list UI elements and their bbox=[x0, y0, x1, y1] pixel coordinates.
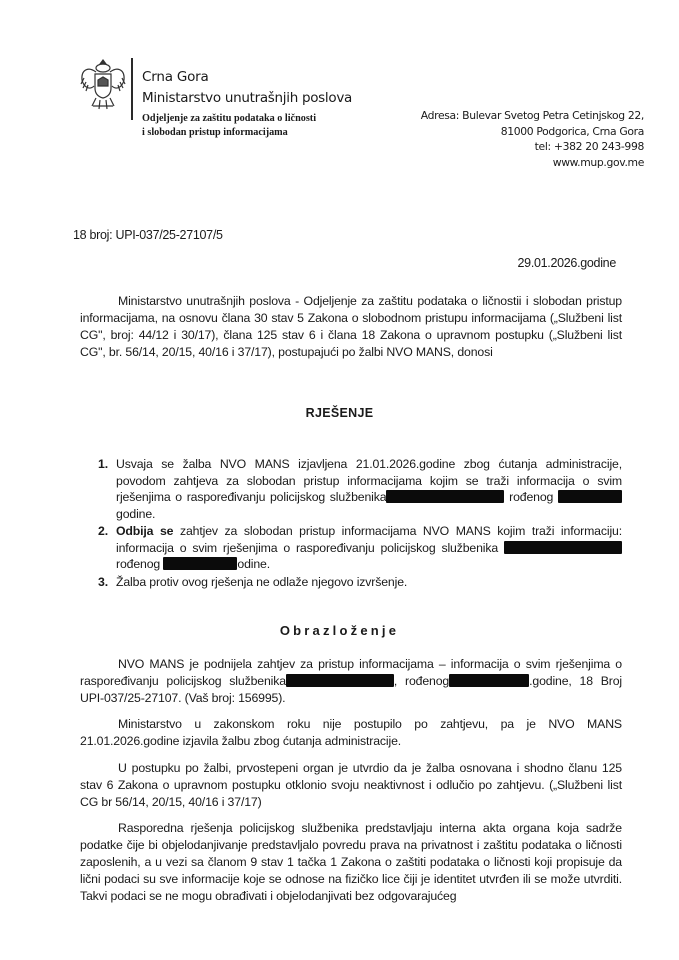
department-line-1: Odjeljenje za zaštitu podataka o ličnosti bbox=[142, 113, 317, 124]
decision-item-1 bbox=[98, 456, 622, 522]
item-text: Žalba protiv ovog rješenja ne odlaže njegovo izvršenje. bbox=[116, 574, 408, 589]
item-number: 2. bbox=[98, 524, 108, 538]
website-link[interactable]: www.mup.gov.me bbox=[552, 155, 644, 169]
reference-number: 18 broj: UPI-037/25-27107/5 bbox=[73, 228, 223, 242]
item-text: rođenog bbox=[509, 490, 554, 504]
intro-text: Ministarstvo unutrašnjih poslova - Odjeljenje za zaštitu podataka o ličnostii i slobodan pristup informacijama, na osnovu člana 30 stav 5 Zakona o slobodnom pristupu informacijama („Službeni list CG", broj: 44/12 i 30/17), člana 125 stav 6 i člana 18 Zakona o upravnom postupku („Službeni list CG", br. 56/14, 20/15, 40/16 i 37/17), postupajući po žalbi NVO MANS, donosi bbox=[80, 294, 622, 359]
item-text: zahtjev za slobodan pristup informacijama NVO MANS kojim traži informaciju: informacija o svim rješenjima o raspoređivanju policijskog službenika bbox=[116, 524, 622, 555]
department-line-2: i slobodan pristup informacijama bbox=[142, 127, 288, 138]
paragraph-text: , rođenog bbox=[393, 674, 450, 688]
decision-heading: RJEŠENJE bbox=[305, 406, 374, 420]
contact-block bbox=[421, 108, 644, 170]
phone: tel: +382 20 243-998 bbox=[534, 140, 644, 153]
reasoning-paragraph-1 bbox=[80, 656, 622, 707]
ministry-name: Ministarstvo unutrašnjih poslova bbox=[142, 90, 352, 106]
redacted-date bbox=[449, 674, 529, 687]
redacted-date bbox=[558, 490, 622, 503]
reasoning-paragraph-2 bbox=[80, 716, 622, 750]
item-text: godine. bbox=[116, 506, 156, 521]
intro-paragraph bbox=[80, 293, 622, 361]
reasoning-paragraph-4 bbox=[80, 820, 622, 905]
item-text: odine. bbox=[237, 557, 270, 571]
address-line-2: 81000 Podgorica, Crna Gora bbox=[500, 124, 644, 138]
redacted-name bbox=[386, 490, 504, 503]
letterhead-divider bbox=[131, 58, 133, 120]
item-number: 1. bbox=[98, 457, 108, 471]
redacted-name bbox=[504, 541, 622, 554]
decision-list bbox=[98, 456, 622, 590]
paragraph-text: NVO MANS je podnijela zahtjev za pristup informacijama – informacija o svim rješenjima o raspoređivanju policijskog službenika bbox=[80, 657, 622, 688]
item-text: rođenog bbox=[116, 557, 161, 571]
document-date: 29.01.2026.godine bbox=[517, 256, 616, 270]
montenegro-coat-of-arms-icon bbox=[78, 56, 128, 114]
item-bold-lead: Odbija se bbox=[116, 524, 174, 538]
redacted-name bbox=[286, 674, 394, 687]
country-name: Crna Gora bbox=[142, 69, 209, 85]
paragraph-text: .godine, 18 Broj UPI-037/25-27107. (Vaš broj: 156995). bbox=[80, 674, 622, 705]
decision-item-3 bbox=[98, 574, 622, 591]
department-name bbox=[142, 112, 316, 140]
item-number: 3. bbox=[98, 574, 108, 589]
item-text: Usvaja se žalba NVO MANS izjavljena 21.01.2026.godine zbog ćutanja administracije, povodom zahtjeva za slobodan pristup informacijama kojim se traži informacija o svim rješenjima o raspoređivanju policijskog službenika bbox=[116, 457, 622, 504]
paragraph-text: U postupku po žalbi, prvostepeni organ je utvrdio da je žalba osnovana i shodno članu 125 stav 6 Zakona o upravnom postupku otklonio svoju neaktivnost i odlučio po zahtjevu. („Službeni list CG br 56/14, 20/15, 40/16 i 37/17) bbox=[80, 761, 622, 809]
reasoning-paragraph-3 bbox=[80, 760, 622, 811]
paragraph-text: Rasporedna rješenja policijskog službenika predstavljaju interna akta organa koja sadrže podatke čije bi objelodanjivanje predstavljalo povredu prava na privatnost i zaštitu podataka o ličnosti zaposlenih, a u vezi sa članom 9 stav 1 tačka 1 Zakona o zaštiti podataka o ličnosti koji propisuje da lični podaci su sve informacije koje se odnose na fizičko lice čiji je identitet utvrđen ili se može utvrditi. Takvi podaci se ne mogu obrađivati i objelodanjivati bez odgovarajućeg bbox=[80, 821, 622, 903]
redacted-date bbox=[163, 557, 237, 570]
reasoning-heading: Obrazloženje bbox=[279, 623, 400, 638]
paragraph-text: Ministarstvo u zakonskom roku nije postupilo po zahtjevu, pa je NVO MANS 21.01.2026.godine izjavila žalbu zbog ćutanja administracije. bbox=[80, 717, 622, 748]
decision-item-2 bbox=[98, 523, 622, 573]
address-line-1: Adresa: Bulevar Svetog Petra Cetinjskog 22, bbox=[420, 109, 644, 122]
